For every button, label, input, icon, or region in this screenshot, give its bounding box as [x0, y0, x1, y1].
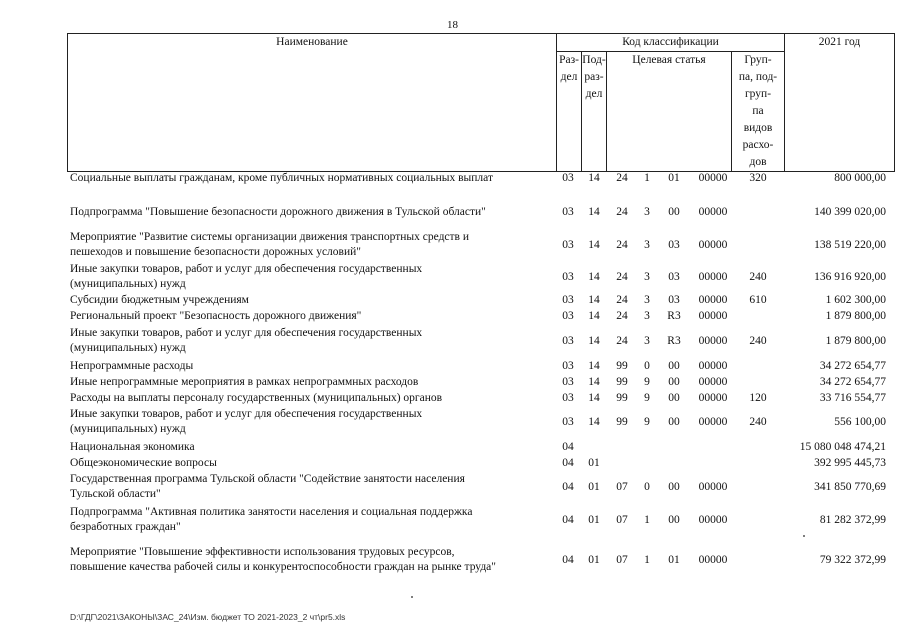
- table-row: [0, 407, 905, 437]
- header-vid-line: па: [752, 105, 764, 117]
- row-name: [70, 262, 548, 292]
- header-vid-line: груп-: [744, 88, 772, 100]
- table-row: [0, 205, 905, 220]
- row-code-t3: 00: [668, 392, 680, 404]
- header-name: Наименование: [68, 34, 557, 172]
- row-code-pr: 01: [588, 457, 600, 469]
- row-name-line: Государственная программа Тульской области "Содействие занятости населения: [70, 473, 465, 485]
- row-amount: 33 716 554,77: [819, 392, 886, 404]
- row-code-t4: 00000: [698, 513, 728, 526]
- header-vid-line: па, под-: [738, 71, 778, 83]
- row-name: [70, 309, 548, 324]
- row-code-rz: 03: [562, 360, 574, 372]
- row-code-t4: 00000: [698, 310, 728, 322]
- table-row: [0, 326, 905, 356]
- row-code-t3: 03: [668, 238, 680, 251]
- row-code-t1: 24: [616, 206, 628, 218]
- row-name-line: Расходы на выплаты персоналу государственных (муниципальных) органов: [70, 392, 443, 404]
- row-code-t2: 0: [644, 360, 650, 372]
- row-code-t1: 99: [616, 392, 628, 404]
- row-code-t4: 00000: [698, 376, 728, 388]
- row-code-t4: 00000: [698, 392, 728, 404]
- row-code-pr: 14: [588, 415, 600, 428]
- header-razdel-line: дел: [560, 71, 578, 83]
- row-name-line: (муниципальных) нужд: [70, 342, 186, 354]
- row-code-t4: 00000: [698, 334, 728, 347]
- row-code-pr: 01: [588, 553, 600, 566]
- row-code-t1: 99: [616, 376, 628, 388]
- header-vid-line: расхо-: [742, 139, 774, 151]
- row-name-line: Иные закупки товаров, работ и услуг для обеспечения государственных: [70, 408, 423, 420]
- row-name-line: (муниципальных) нужд: [70, 423, 186, 435]
- table-row: [0, 472, 905, 502]
- row-name-line: (муниципальных) нужд: [70, 278, 186, 290]
- row-code-rz: 03: [562, 334, 574, 347]
- row-name-line: повышение качества рабочей силы и конкурентоспособности граждан на рынке труда": [70, 561, 496, 573]
- row-amount: 81 282 372,99: [819, 513, 886, 526]
- row-code-t2: 0: [644, 480, 650, 493]
- row-code-pr: 01: [588, 480, 600, 493]
- row-code-t3: R3: [667, 310, 681, 322]
- stray-mark: [803, 535, 805, 537]
- row-code-pr: 14: [588, 310, 600, 322]
- row-code-t3: 03: [668, 294, 680, 306]
- row-code-pr: 14: [588, 360, 600, 372]
- header-podrazdel-line: Под-: [582, 54, 606, 66]
- row-code-t3: 00: [668, 376, 680, 388]
- table-row: [0, 171, 905, 186]
- row-name: [70, 375, 548, 390]
- row-amount: 1 602 300,00: [825, 294, 886, 306]
- row-code-t1: 24: [616, 238, 628, 251]
- header-razdel-line: Раз-: [559, 54, 579, 66]
- row-code-vr: 120: [749, 392, 767, 404]
- row-code-rz: 04: [562, 441, 574, 453]
- table-row: [0, 440, 905, 455]
- row-code-rz: 03: [562, 376, 574, 388]
- row-name: [70, 293, 548, 308]
- row-name: [70, 456, 548, 471]
- row-code-pr: 14: [588, 294, 600, 306]
- row-code-pr: 01: [588, 513, 600, 526]
- row-code-t2: 1: [644, 172, 650, 184]
- row-code-t2: 3: [644, 270, 650, 283]
- row-code-t3: 00: [668, 206, 680, 218]
- row-code-t2: 1: [644, 513, 650, 526]
- row-name: [70, 171, 548, 186]
- row-code-rz: 03: [562, 415, 574, 428]
- footer-file-path: D:\ГДГ\2021\ЗАКОНЫ\ЗАС_24\Изм. бюджет ТО 2021-2023_2 чт\pr5.xls: [70, 612, 346, 622]
- row-code-t2: 1: [644, 553, 650, 566]
- row-code-t1: 24: [616, 334, 628, 347]
- row-code-t1: 24: [616, 172, 628, 184]
- table-header: [67, 33, 895, 172]
- row-name: [70, 407, 548, 437]
- row-code-t2: 3: [644, 334, 650, 347]
- header-target: Целевая статья: [607, 52, 732, 172]
- header-vid-line: видов: [743, 122, 773, 134]
- row-code-t3: R3: [667, 334, 681, 347]
- row-code-t2: 3: [644, 310, 650, 322]
- row-code-t4: 00000: [698, 360, 728, 372]
- row-amount: 34 272 654,77: [819, 376, 886, 388]
- row-code-vr: 240: [749, 415, 767, 428]
- row-name-line: Тульской области": [70, 488, 161, 500]
- row-code-rz: 04: [562, 457, 574, 469]
- row-code-t2: 3: [644, 238, 650, 251]
- row-amount: 136 916 920,00: [814, 270, 886, 283]
- row-code-pr: 14: [588, 172, 600, 184]
- row-code-vr: 610: [749, 294, 767, 306]
- row-name-line: Подпрограмма "Повышение безопасности дорожного движения в Тульской области": [70, 206, 486, 218]
- table-row: [0, 262, 905, 292]
- row-code-t4: 00000: [698, 270, 728, 283]
- row-code-vr: 240: [749, 334, 767, 347]
- row-name: [70, 230, 548, 260]
- row-code-t2: 9: [644, 392, 650, 404]
- row-name-line: Иные закупки товаров, работ и услуг для обеспечения государственных: [70, 327, 423, 339]
- row-code-t3: 00: [668, 360, 680, 372]
- header-podrazdel: [582, 52, 607, 172]
- row-code-t4: 00000: [698, 238, 728, 251]
- row-amount: 556 100,00: [834, 415, 886, 428]
- row-name-line: Иные закупки товаров, работ и услуг для обеспечения государственных: [70, 263, 423, 275]
- row-code-rz: 03: [562, 270, 574, 283]
- row-code-t1: 07: [616, 513, 628, 526]
- row-code-t1: 07: [616, 553, 628, 566]
- row-code-t3: 00: [668, 415, 680, 428]
- row-code-t4: 00000: [698, 206, 728, 218]
- row-code-t3: 03: [668, 270, 680, 283]
- row-code-pr: 14: [588, 238, 600, 251]
- row-name-line: Мероприятие "Повышение эффективности использования трудовых ресурсов,: [70, 546, 455, 558]
- row-code-vr: 320: [749, 172, 767, 184]
- row-name: [70, 326, 548, 356]
- table-row: [0, 391, 905, 406]
- row-code-rz: 04: [562, 553, 574, 566]
- row-name: [70, 545, 548, 575]
- row-amount: 341 850 770,69: [814, 480, 886, 493]
- table-row: [0, 293, 905, 308]
- row-amount: 138 519 220,00: [814, 238, 886, 251]
- row-code-t3: 01: [668, 553, 680, 566]
- row-code-t1: 99: [616, 415, 628, 428]
- row-code-t3: 00: [668, 513, 680, 526]
- row-code-rz: 03: [562, 310, 574, 322]
- row-code-pr: 14: [588, 270, 600, 283]
- table-row: [0, 456, 905, 471]
- header-podrazdel-line: раз-: [584, 71, 604, 83]
- row-code-rz: 04: [562, 480, 574, 493]
- row-code-t3: 01: [668, 172, 680, 184]
- header-vid-line: дов: [749, 156, 767, 168]
- row-code-vr: 240: [749, 270, 767, 283]
- row-code-rz: 04: [562, 513, 574, 526]
- row-code-t1: 07: [616, 480, 628, 493]
- header-vid-line: Груп-: [744, 54, 772, 66]
- row-code-t2: 3: [644, 294, 650, 306]
- row-name-line: Мероприятие "Развитие системы организации движения транспортных средств и: [70, 231, 470, 243]
- row-name-line: Непрограммные расходы: [70, 360, 194, 372]
- row-code-t2: 3: [644, 206, 650, 218]
- row-code-t1: 24: [616, 270, 628, 283]
- row-code-t2: 9: [644, 376, 650, 388]
- row-code-t4: 00000: [698, 480, 728, 493]
- header-podrazdel-line: дел: [585, 88, 603, 100]
- row-code-t1: 24: [616, 294, 628, 306]
- row-name-line: Подпрограмма "Активная политика занятости населения и социальная поддержка: [70, 506, 473, 518]
- row-code-t4: 00000: [698, 172, 728, 184]
- row-code-rz: 03: [562, 294, 574, 306]
- row-name-line: Национальная экономика: [70, 441, 195, 453]
- table-row: [0, 505, 905, 535]
- row-name: [70, 472, 548, 502]
- row-name-line: пешеходов и повышение безопасности дорожных условий": [70, 246, 361, 258]
- row-amount: 79 322 372,99: [819, 553, 886, 566]
- row-code-pr: 14: [588, 376, 600, 388]
- table-row: [0, 545, 905, 575]
- row-code-t4: 00000: [698, 294, 728, 306]
- table-row: [0, 309, 905, 324]
- row-code-rz: 03: [562, 238, 574, 251]
- row-name: [70, 440, 548, 455]
- row-name-line: Иные непрограммные мероприятия в рамках непрограммных расходов: [70, 376, 419, 388]
- row-amount: 1 879 800,00: [825, 310, 886, 322]
- row-code-pr: 14: [588, 334, 600, 347]
- row-amount: 392 995 445,73: [814, 457, 886, 469]
- row-code-t2: 9: [644, 415, 650, 428]
- header-year: 2021 год: [785, 34, 895, 172]
- table-row: [0, 359, 905, 374]
- row-name-line: Общеэкономические вопросы: [70, 457, 217, 469]
- row-name-line: Субсидии бюджетным учреждениям: [70, 294, 249, 306]
- row-name: [70, 505, 548, 535]
- table-row: [0, 375, 905, 390]
- stray-mark: [411, 596, 413, 598]
- page-number: 18: [447, 19, 458, 31]
- row-code-t3: 00: [668, 480, 680, 493]
- row-amount: 140 399 020,00: [814, 206, 886, 218]
- row-code-rz: 03: [562, 206, 574, 218]
- row-code-rz: 03: [562, 392, 574, 404]
- row-amount: 1 879 800,00: [825, 334, 886, 347]
- row-code-pr: 14: [588, 206, 600, 218]
- row-code-t4: 00000: [698, 415, 728, 428]
- row-code-pr: 14: [588, 392, 600, 404]
- row-amount: 34 272 654,77: [819, 360, 886, 372]
- row-name-line: Региональный проект "Безопасность дорожного движения": [70, 310, 362, 322]
- row-code-rz: 03: [562, 172, 574, 184]
- table-row: [0, 230, 905, 260]
- row-name: [70, 359, 548, 374]
- row-name-line: Социальные выплаты гражданам, кроме публичных нормативных социальных выплат: [70, 172, 493, 184]
- row-code-t1: 99: [616, 360, 628, 372]
- row-name-line: безработных граждан": [70, 521, 181, 533]
- header-razdel: [557, 52, 582, 172]
- row-code-t4: 00000: [698, 553, 728, 566]
- row-name: [70, 391, 548, 406]
- row-name: [70, 205, 548, 220]
- header-code-group: Код классификации: [557, 34, 785, 52]
- row-amount: 800 000,00: [834, 172, 886, 184]
- header-vid: [732, 52, 785, 172]
- row-amount: 15 080 048 474,21: [799, 441, 886, 453]
- row-code-t1: 24: [616, 310, 628, 322]
